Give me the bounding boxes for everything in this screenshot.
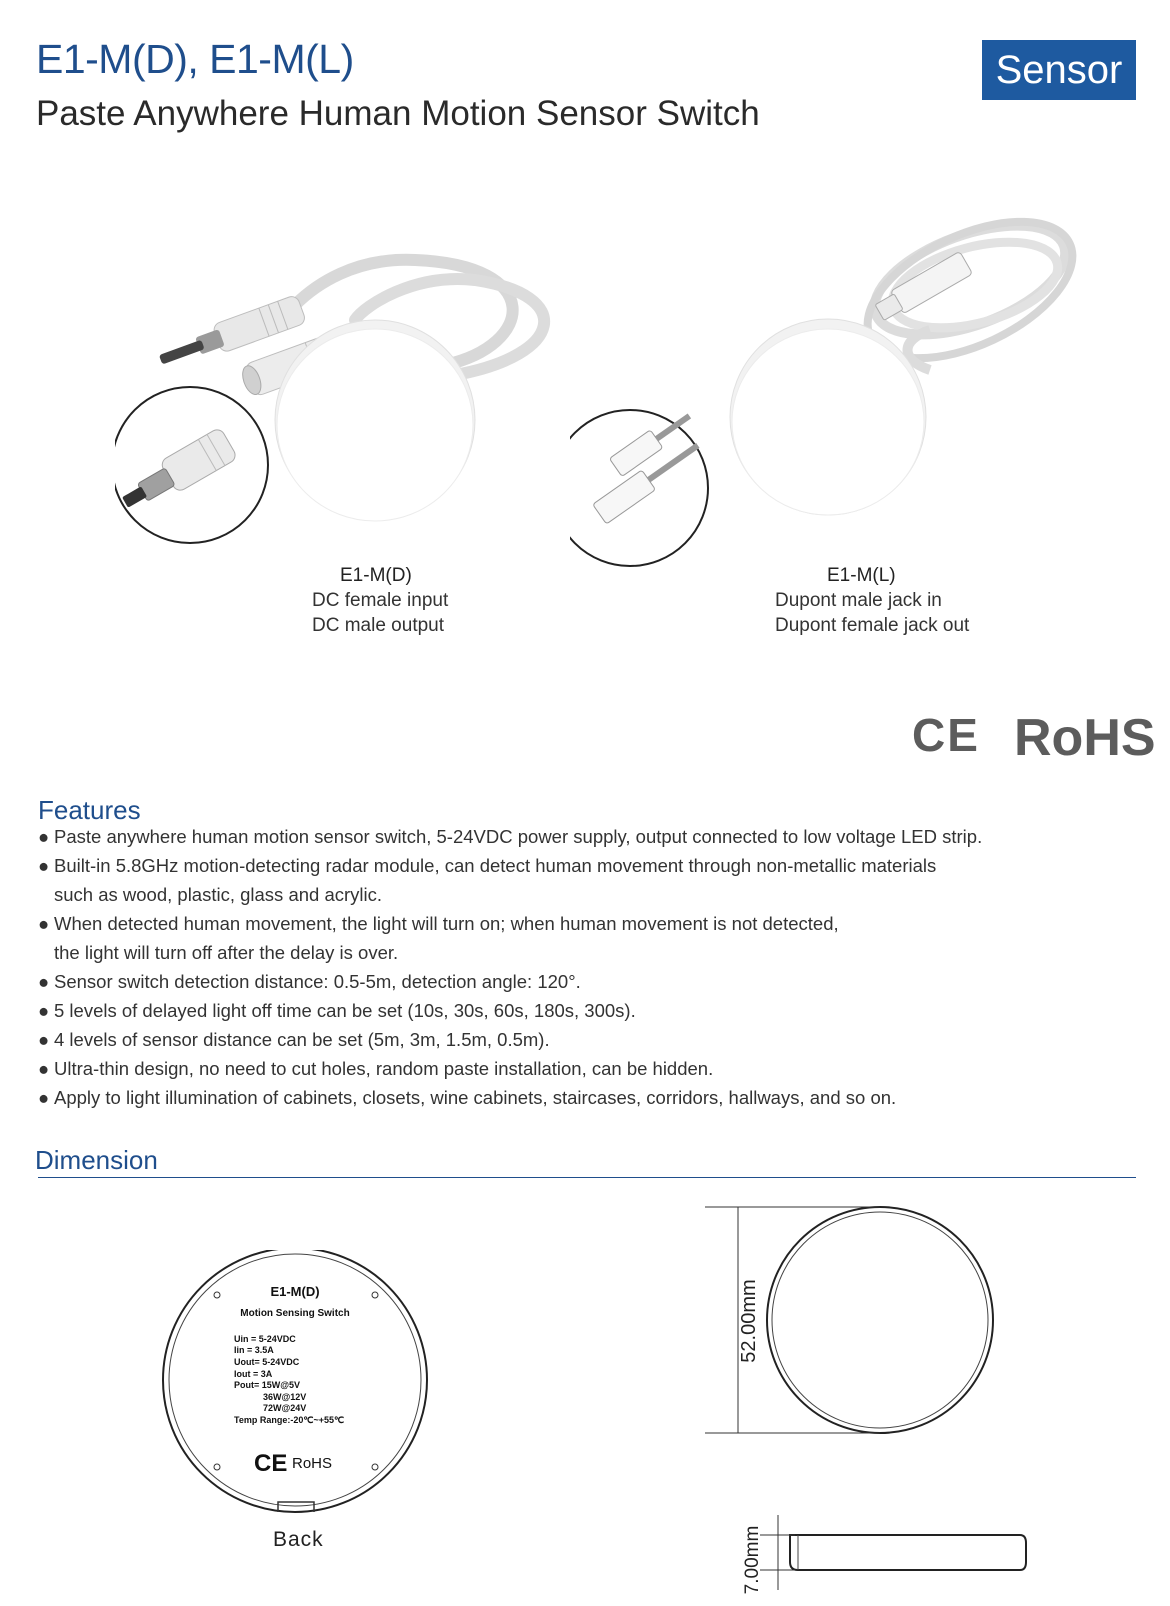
label-model: E1-M(D) [270, 1284, 320, 1299]
product-model: E1-M(D) [340, 565, 412, 586]
feature-item: ● 4 levels of sensor distance can be set (5m, 3m, 1.5m, 0.5m). [38, 1029, 550, 1050]
diameter-label: 52.00mm [738, 1279, 760, 1363]
label-product-name: Motion Sensing Switch [240, 1308, 350, 1319]
features-list [38, 822, 1138, 1112]
features-heading: Features [38, 795, 141, 825]
label-spec: Iout = 3A [234, 1369, 273, 1379]
category-badge: Sensor [982, 40, 1136, 100]
label-spec: Uout= 5-24VDC [234, 1357, 300, 1367]
product-caption-e1-md [312, 563, 448, 638]
rohs-mark: RoHS [1014, 709, 1156, 767]
front-view-drawing [700, 1205, 1020, 1450]
side-view-drawing [700, 1505, 1040, 1605]
label-spec: Uin = 5-24VDC [234, 1334, 296, 1344]
product-image-e1-md [115, 225, 565, 595]
label-spec: Iin = 3.5A [234, 1345, 274, 1355]
label-spec: Temp Range:-20℃~+55℃ [234, 1415, 345, 1425]
label-spec: 36W@12V [263, 1392, 307, 1402]
feature-item: ● Sensor switch detection distance: 0.5-5m, detection angle: 120°. [38, 971, 581, 992]
product-image-e1-ml [570, 190, 1080, 590]
section-divider [38, 1177, 1136, 1178]
dimension-heading: Dimension [35, 1145, 158, 1175]
label-spec: Pout= 15W@5V [234, 1380, 301, 1390]
feature-item: ● When detected human movement, the light will turn on; when human movement is not detected, the light will turn off after the delay is over. [38, 913, 839, 963]
label-spec: 72W@24V [263, 1403, 307, 1413]
label-rohs-mark: RoHS [292, 1455, 333, 1472]
product-feature-line: DC female input [312, 590, 449, 611]
thickness-label: 7.00mm [742, 1525, 763, 1595]
product-feature-line: Dupont female jack out [775, 615, 970, 636]
ce-mark: CE [912, 709, 980, 761]
product-caption-e1-ml [775, 563, 969, 638]
feature-item: ● 5 levels of delayed light off time can be set (10s, 30s, 60s, 180s, 300s). [38, 1000, 636, 1021]
feature-item: ● Built-in 5.8GHz motion-detecting radar module, can detect human movement through non-metallic materials such as wood, plastic, glass and acrylic. [38, 855, 937, 905]
feature-item: ● Apply to light illumination of cabinets, closets, wine cabinets, staircases, corridors, hallways, and so on. [38, 1087, 897, 1108]
label-ce-mark: CE [254, 1450, 288, 1477]
page-title: E1-M(D), E1-M(L) [36, 36, 354, 82]
product-model: E1-M(L) [827, 565, 896, 586]
back-caption: Back [273, 1528, 324, 1551]
page-subtitle: Paste Anywhere Human Motion Sensor Switch [36, 94, 760, 133]
back-view-drawing [150, 1250, 450, 1520]
product-feature-line: Dupont male jack in [775, 590, 942, 611]
feature-item: ● Paste anywhere human motion sensor switch, 5-24VDC power supply, output connected to low voltage LED strip. [38, 826, 983, 847]
product-feature-line: DC male output [312, 615, 445, 636]
feature-item: ● Ultra-thin design, no need to cut holes, random paste installation, can be hidden. [38, 1058, 714, 1079]
